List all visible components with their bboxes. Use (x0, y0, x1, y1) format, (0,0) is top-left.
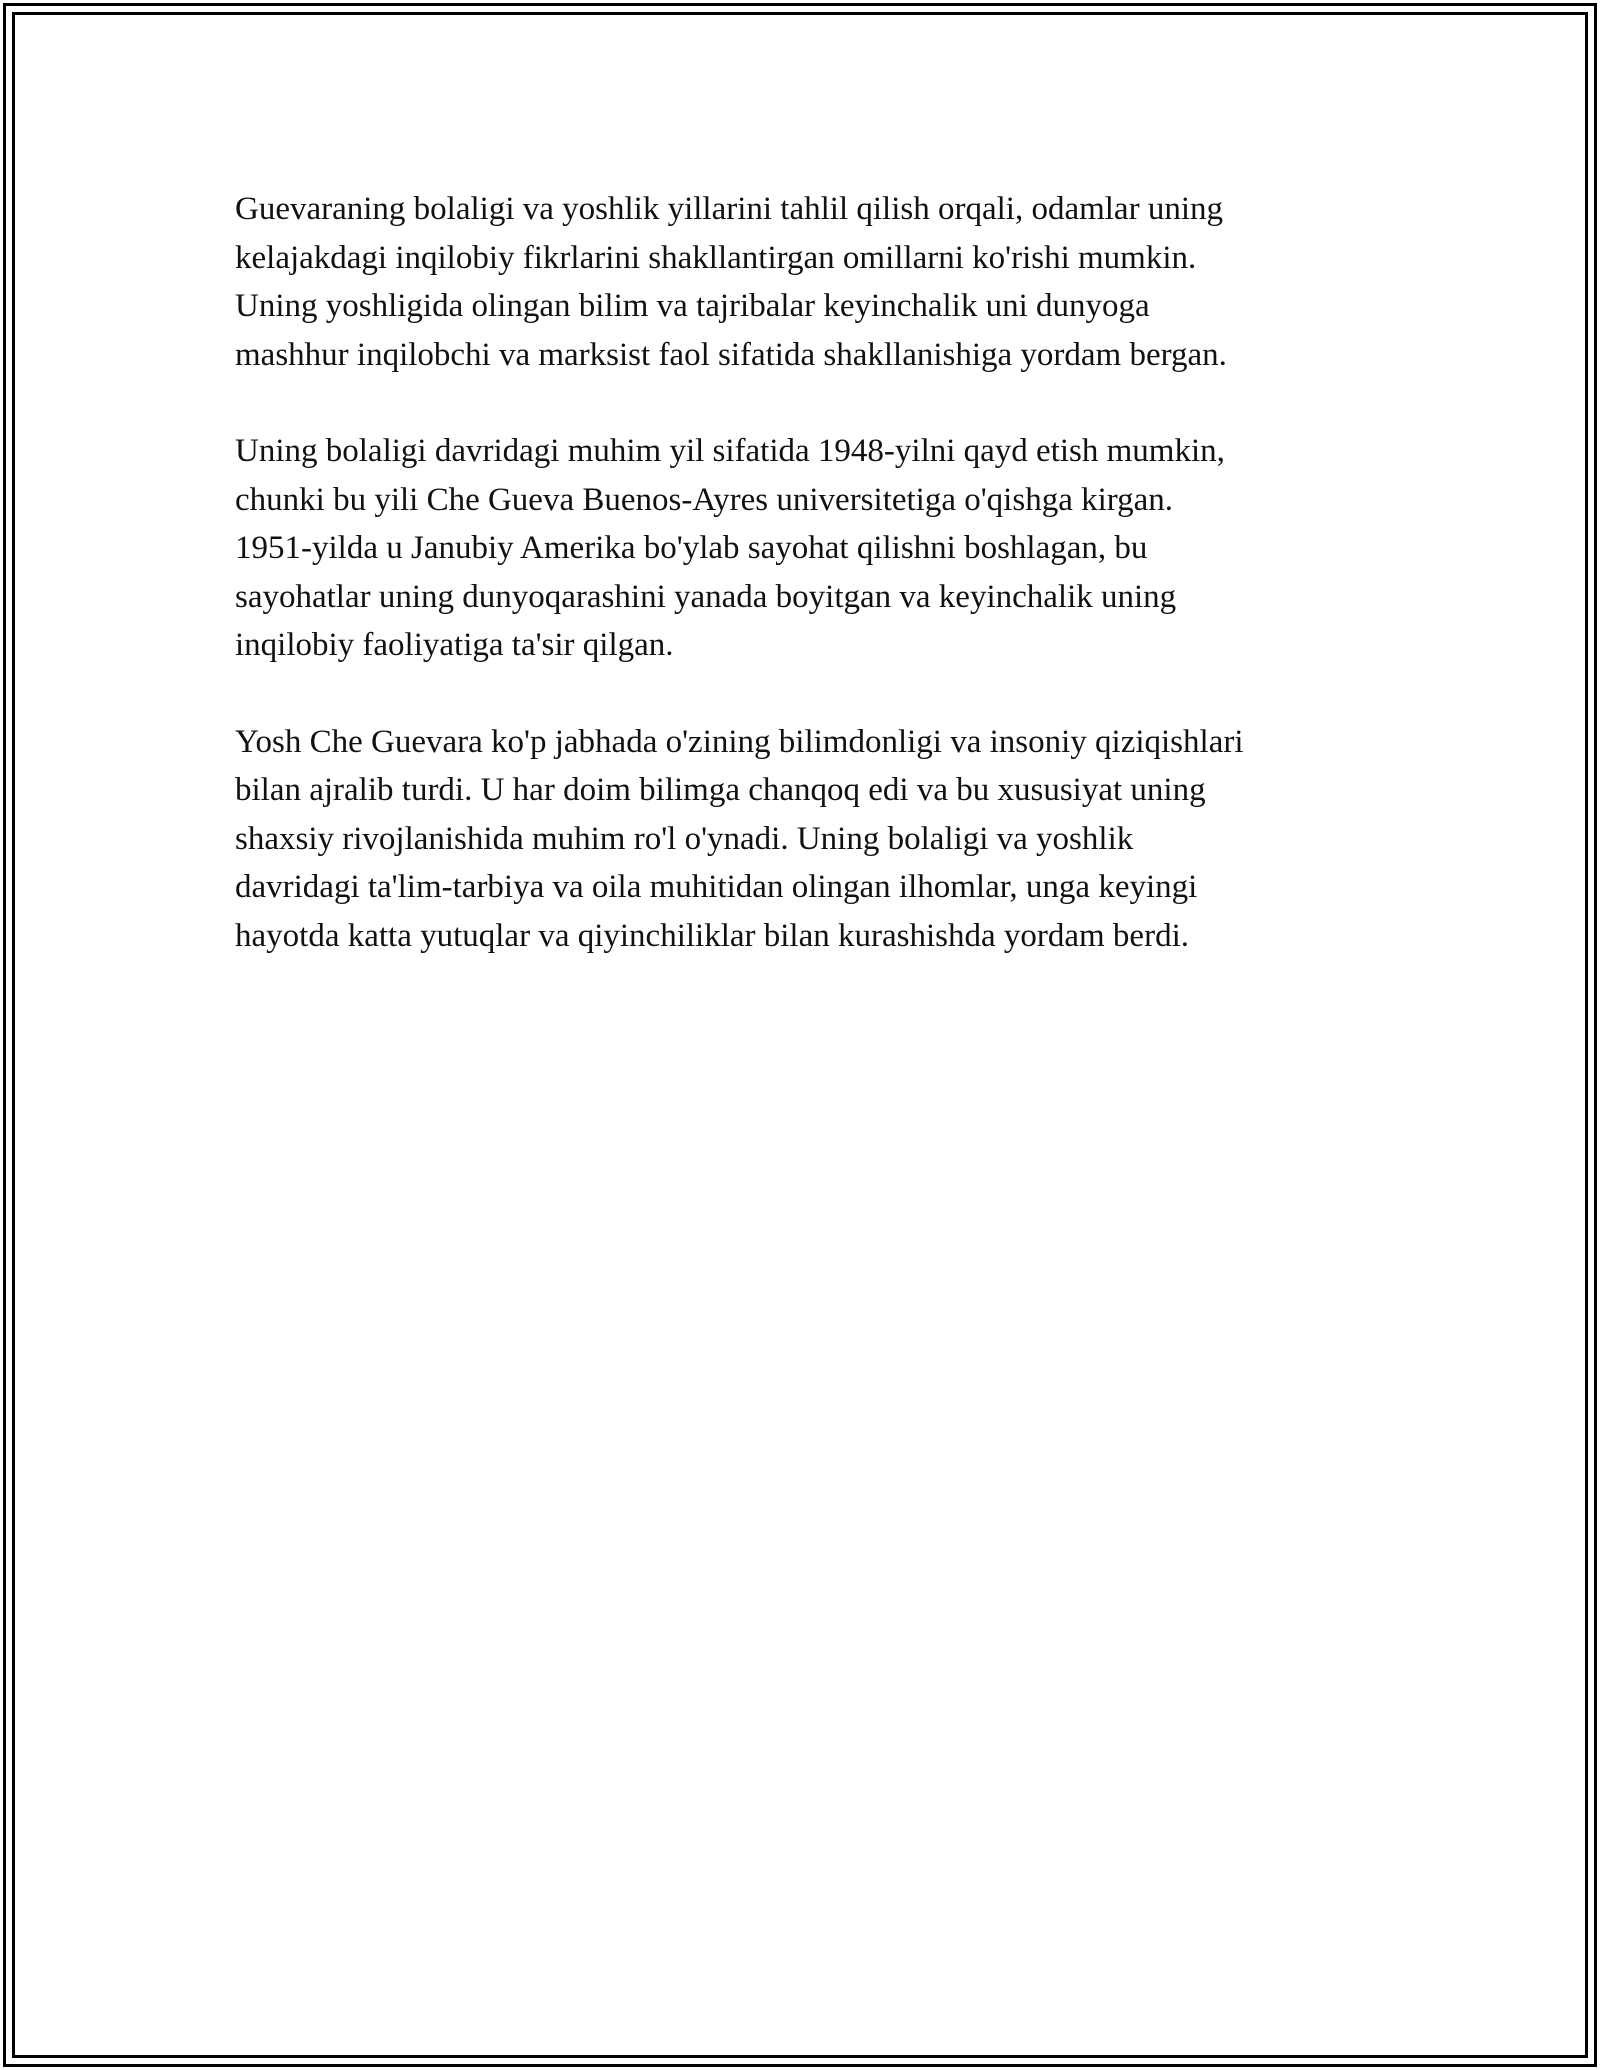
text-line: davridagi ta'lim-tarbiya va oila muhitidan olingan ilhomlar, unga keyingi (235, 869, 1198, 905)
text-line: shaxsiy rivojlanishida muhim ro'l o'ynadi. Uning bolaligi va yoshlik (235, 820, 1134, 857)
text-line: mashhur inqilobchi va marksist faol sifatida shakllanishiga yordam bergan. (235, 336, 1227, 373)
paragraph-2 (235, 427, 1385, 670)
text-line: Guevaraning bolaligi va yoshlik yillarini tahlil qilish orqali, odamlar uning (235, 191, 1223, 227)
text-line: sayohatlar uning dunyoqarashini yanada boyitgan va keyinchalik uning (235, 578, 1177, 615)
text-line: chunki bu yili Che Gueva Buenos-Ayres universitetiga o'qishga kirgan. (235, 481, 1174, 518)
text-line: 1951-yilda u Janubiy Amerika bo'ylab sayohat qilishni boshlagan, bu (235, 530, 1148, 566)
text-line: hayotda katta yutuqlar va qiyinchiliklar bilan kurashishda yordam berdi. (235, 917, 1189, 954)
text-line: kelajakdagi inqilobiy fikrlarini shakllantirgan omillarni ko'rishi mumkin. (235, 239, 1197, 276)
paragraph-1 (235, 185, 1385, 379)
text-line: Uning yoshligida olingan bilim va tajribalar keyinchalik uni dunyoga (235, 288, 1150, 324)
paragraph-3 (235, 718, 1385, 961)
document-body (235, 185, 1385, 1008)
text-line: bilan ajralib turdi. U har doim bilimga chanqoq edi va bu xususiyat uning (235, 772, 1206, 808)
text-line: inqilobiy faoliyatiga ta'sir qilgan. (235, 627, 674, 663)
text-line: Uning bolaligi davridagi muhim yil sifatida 1948-yilni qayd etish mumkin, (235, 433, 1225, 469)
text-line: Yosh Che Guevara ko'p jabhada o'zining bilimdonligi va insoniy qiziqishlari (235, 723, 1244, 760)
